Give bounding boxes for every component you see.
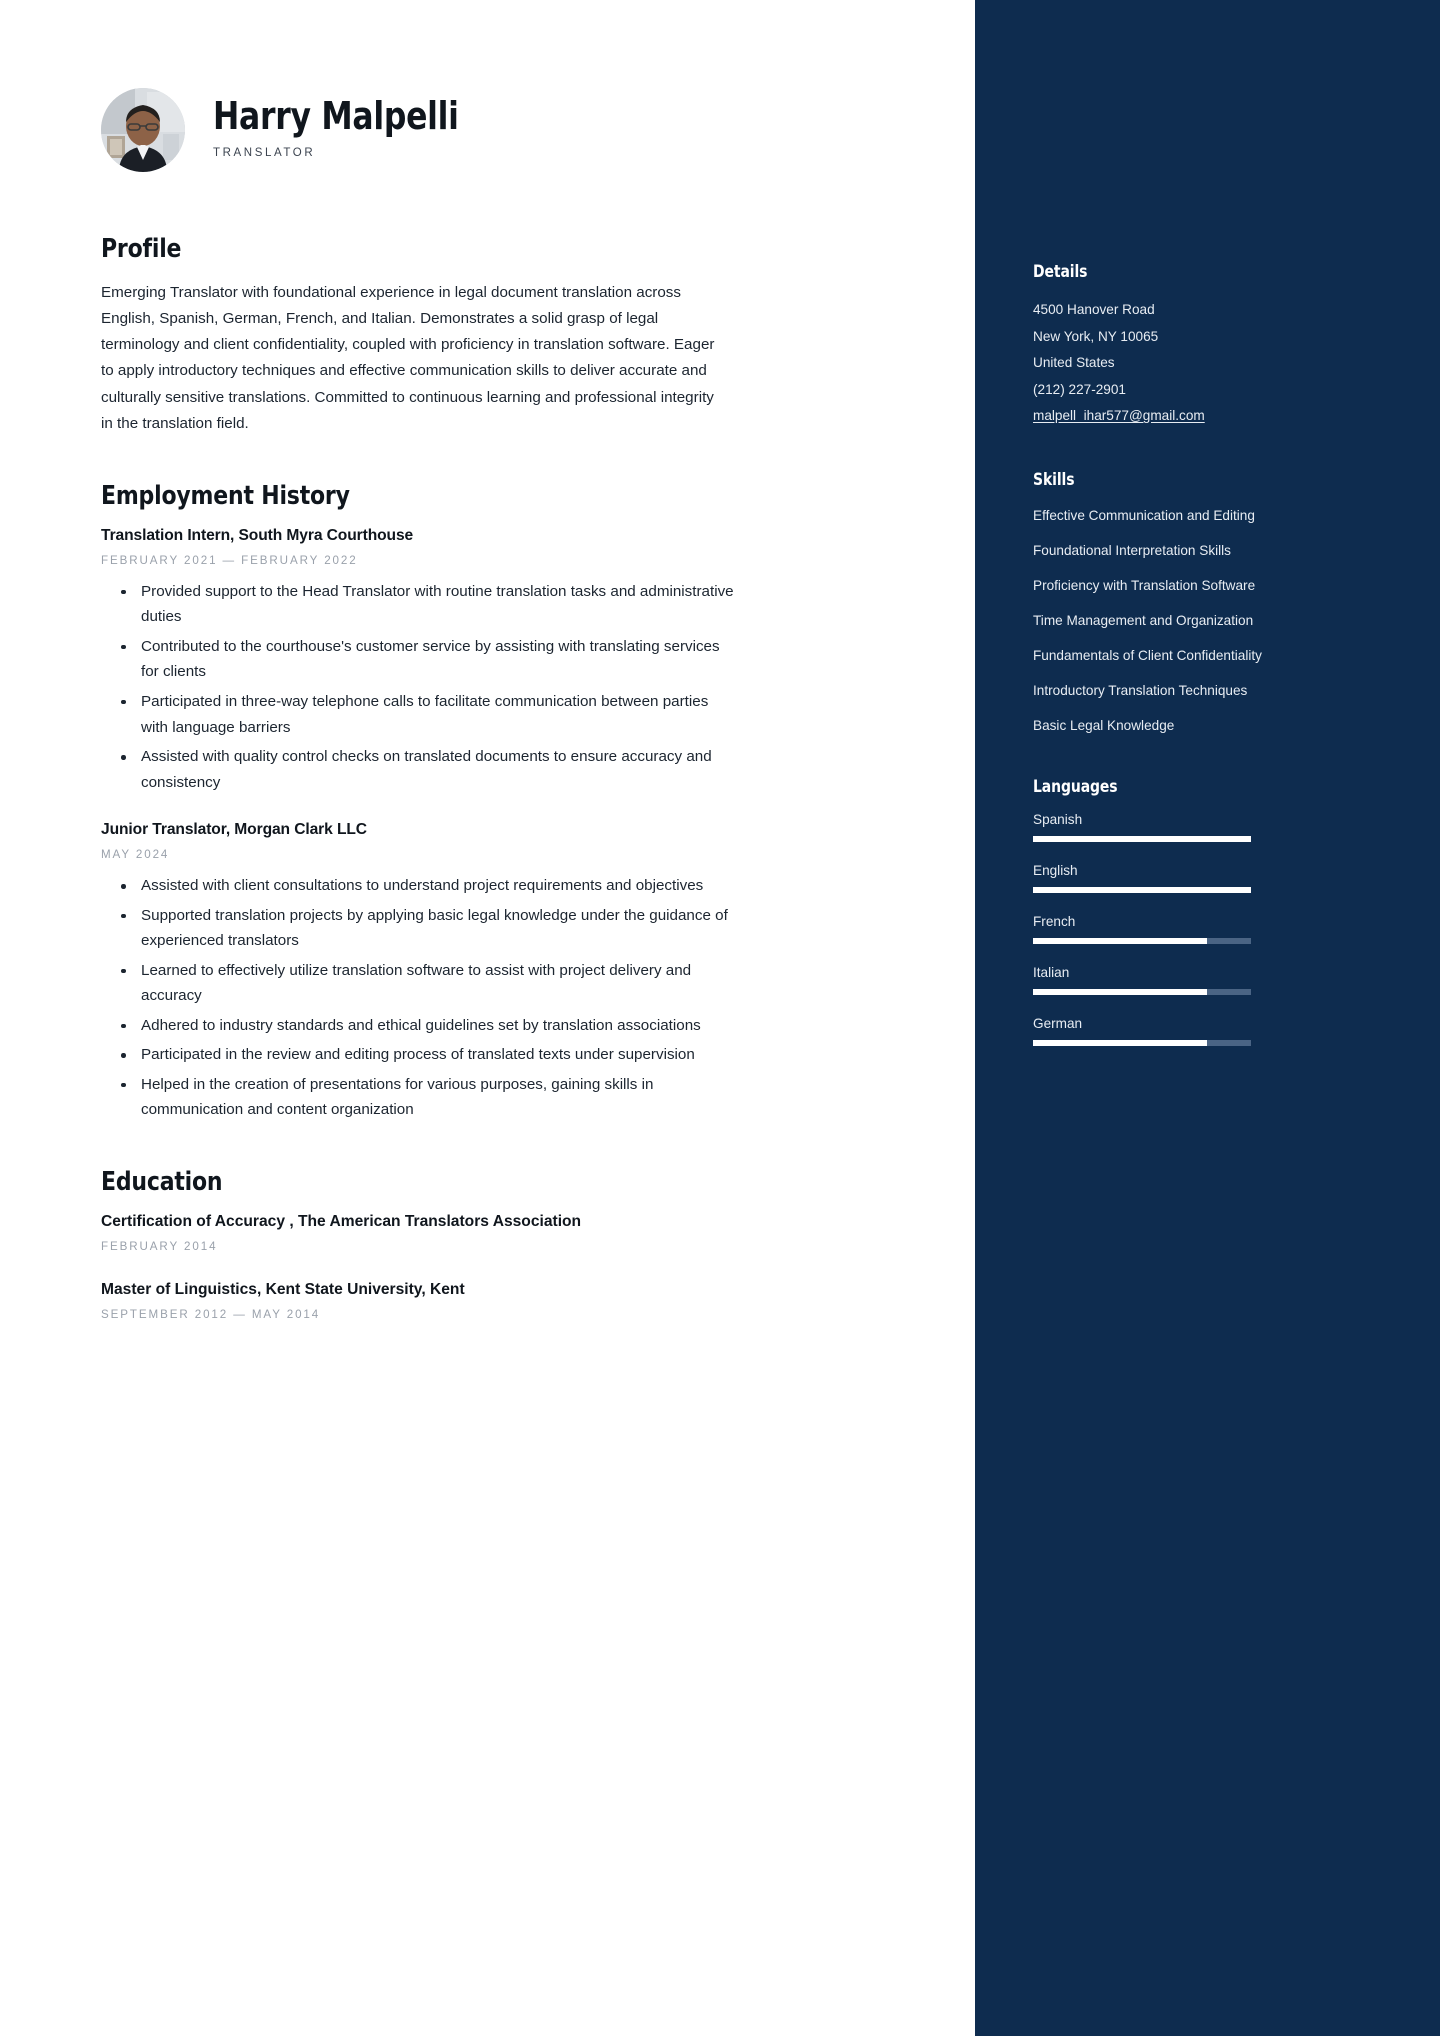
language-name: English bbox=[1033, 862, 1078, 878]
list-item: Adhered to industry standards and ethical guidelines set by translation associations bbox=[109, 1013, 737, 1039]
language-level-fill bbox=[1033, 836, 1251, 842]
resume-header bbox=[101, 88, 880, 172]
employment-entry-date: FEBRUARY 2021 — FEBRUARY 2022 bbox=[101, 553, 358, 567]
list-item: Learned to effectively utilize translation software to assist with project delivery and accuracy bbox=[109, 958, 737, 1009]
language-name: German bbox=[1033, 1015, 1083, 1031]
skills-block bbox=[1033, 470, 1378, 737]
education-entry-title: Certification of Accuracy , The American Translators Association bbox=[101, 1212, 582, 1230]
language-level-bar bbox=[1033, 989, 1251, 995]
avatar bbox=[101, 88, 185, 172]
details-block bbox=[1033, 262, 1378, 430]
languages-block bbox=[1033, 777, 1378, 1046]
list-item: Basic Legal Knowledge bbox=[1033, 717, 1175, 733]
skills-heading: Skills bbox=[1033, 469, 1075, 489]
list-item: Participated in the review and editing process of translated texts under supervision bbox=[109, 1042, 737, 1068]
language-name: Italian bbox=[1033, 964, 1070, 980]
employment-entry-title: Junior Translator, Morgan Clark LLC bbox=[101, 821, 367, 839]
email-link[interactable]: malpell_ihar577@gmail.com bbox=[1033, 408, 1205, 423]
list-item: Fundamentals of Client Confidentiality bbox=[1033, 647, 1262, 663]
employment-entry-date: MAY 2024 bbox=[101, 848, 170, 862]
list-item: Assisted with client consultations to understand project requirements and objectives bbox=[109, 873, 737, 899]
profile-section bbox=[101, 234, 880, 437]
education-entry-date: SEPTEMBER 2012 — MAY 2014 bbox=[101, 1307, 321, 1321]
language-level-fill bbox=[1033, 938, 1207, 944]
employment-bullet-list bbox=[109, 579, 737, 795]
list-item bbox=[1033, 1016, 1378, 1046]
address-line-2: New York, NY 10065 bbox=[1033, 328, 1159, 344]
name-block bbox=[213, 94, 480, 163]
list-item: Supported translation projects by applying basic legal knowledge under the guidance of experienced translators bbox=[109, 903, 737, 954]
language-level-fill bbox=[1033, 887, 1251, 893]
list-item: Contributed to the courthouse's customer service by assisting with translating services for clients bbox=[109, 634, 737, 685]
details-heading: Details bbox=[1033, 262, 1088, 281]
employment-entry-title: Translation Intern, South Myra Courthouse bbox=[101, 526, 414, 544]
list-item: Helped in the creation of presentations for various purposes, gaining skills in communication and content organization bbox=[109, 1072, 737, 1123]
language-name: French bbox=[1033, 913, 1076, 929]
list-item: Participated in three-way telephone calls to facilitate communication between parties with language barriers bbox=[109, 689, 737, 740]
list-item bbox=[1033, 812, 1378, 842]
phone-number: (212) 227-2901 bbox=[1033, 381, 1126, 397]
list-item bbox=[1033, 914, 1378, 944]
education-entry-date: FEBRUARY 2014 bbox=[101, 1239, 218, 1253]
education-heading: Education bbox=[101, 1166, 223, 1197]
employment-bullet-list bbox=[109, 873, 737, 1123]
profile-heading: Profile bbox=[101, 234, 182, 264]
list-item: Foundational Interpretation Skills bbox=[1033, 542, 1231, 558]
language-level-bar bbox=[1033, 938, 1251, 944]
language-level-bar bbox=[1033, 836, 1251, 842]
employment-entry bbox=[101, 821, 880, 1123]
job-title: TRANSLATOR bbox=[213, 146, 316, 159]
employment-heading: Employment History bbox=[101, 480, 350, 511]
list-item: Provided support to the Head Translator with routine translation tasks and administrative duties bbox=[109, 579, 737, 630]
list-item bbox=[1033, 965, 1378, 995]
employment-section bbox=[101, 481, 880, 1123]
list-item bbox=[1033, 863, 1378, 893]
sidebar bbox=[975, 0, 1440, 2036]
list-item: Assisted with quality control checks on translated documents to ensure accuracy and consistency bbox=[109, 744, 737, 795]
languages-heading: Languages bbox=[1033, 776, 1118, 796]
language-level-bar bbox=[1033, 887, 1251, 893]
education-entry bbox=[101, 1281, 880, 1321]
address-country: United States bbox=[1033, 355, 1115, 370]
list-item: Introductory Translation Techniques bbox=[1033, 682, 1248, 698]
education-section bbox=[101, 1167, 880, 1321]
education-entry bbox=[101, 1213, 880, 1253]
address-line-1: 4500 Hanover Road bbox=[1033, 302, 1155, 317]
language-level-fill bbox=[1033, 1040, 1207, 1046]
portrait-photo-icon bbox=[101, 88, 185, 172]
page-title: Harry Malpelli bbox=[213, 94, 459, 139]
employment-entry bbox=[101, 527, 880, 795]
list-item: Proficiency with Translation Software bbox=[1033, 577, 1256, 593]
language-name: Spanish bbox=[1033, 811, 1083, 827]
list-item: Time Management and Organization bbox=[1033, 612, 1254, 628]
profile-text: Emerging Translator with foundational experience in legal document translation across English, Spanish, German, French, and Italian. Demonstrates a solid grasp of legal terminology and client confidentiality, coupled with proficiency in translation software. Eager to apply introductory techniques and effective communication skills to deliver accurate and culturally sensitive translations. Committed to continuous learning and professional integrity in the translation field. bbox=[101, 284, 715, 432]
education-entry-title: Master of Linguistics, Kent State University, Kent bbox=[101, 1280, 465, 1298]
language-level-bar bbox=[1033, 1040, 1251, 1046]
list-item: Effective Communication and Editing bbox=[1033, 507, 1255, 523]
language-level-fill bbox=[1033, 989, 1207, 995]
